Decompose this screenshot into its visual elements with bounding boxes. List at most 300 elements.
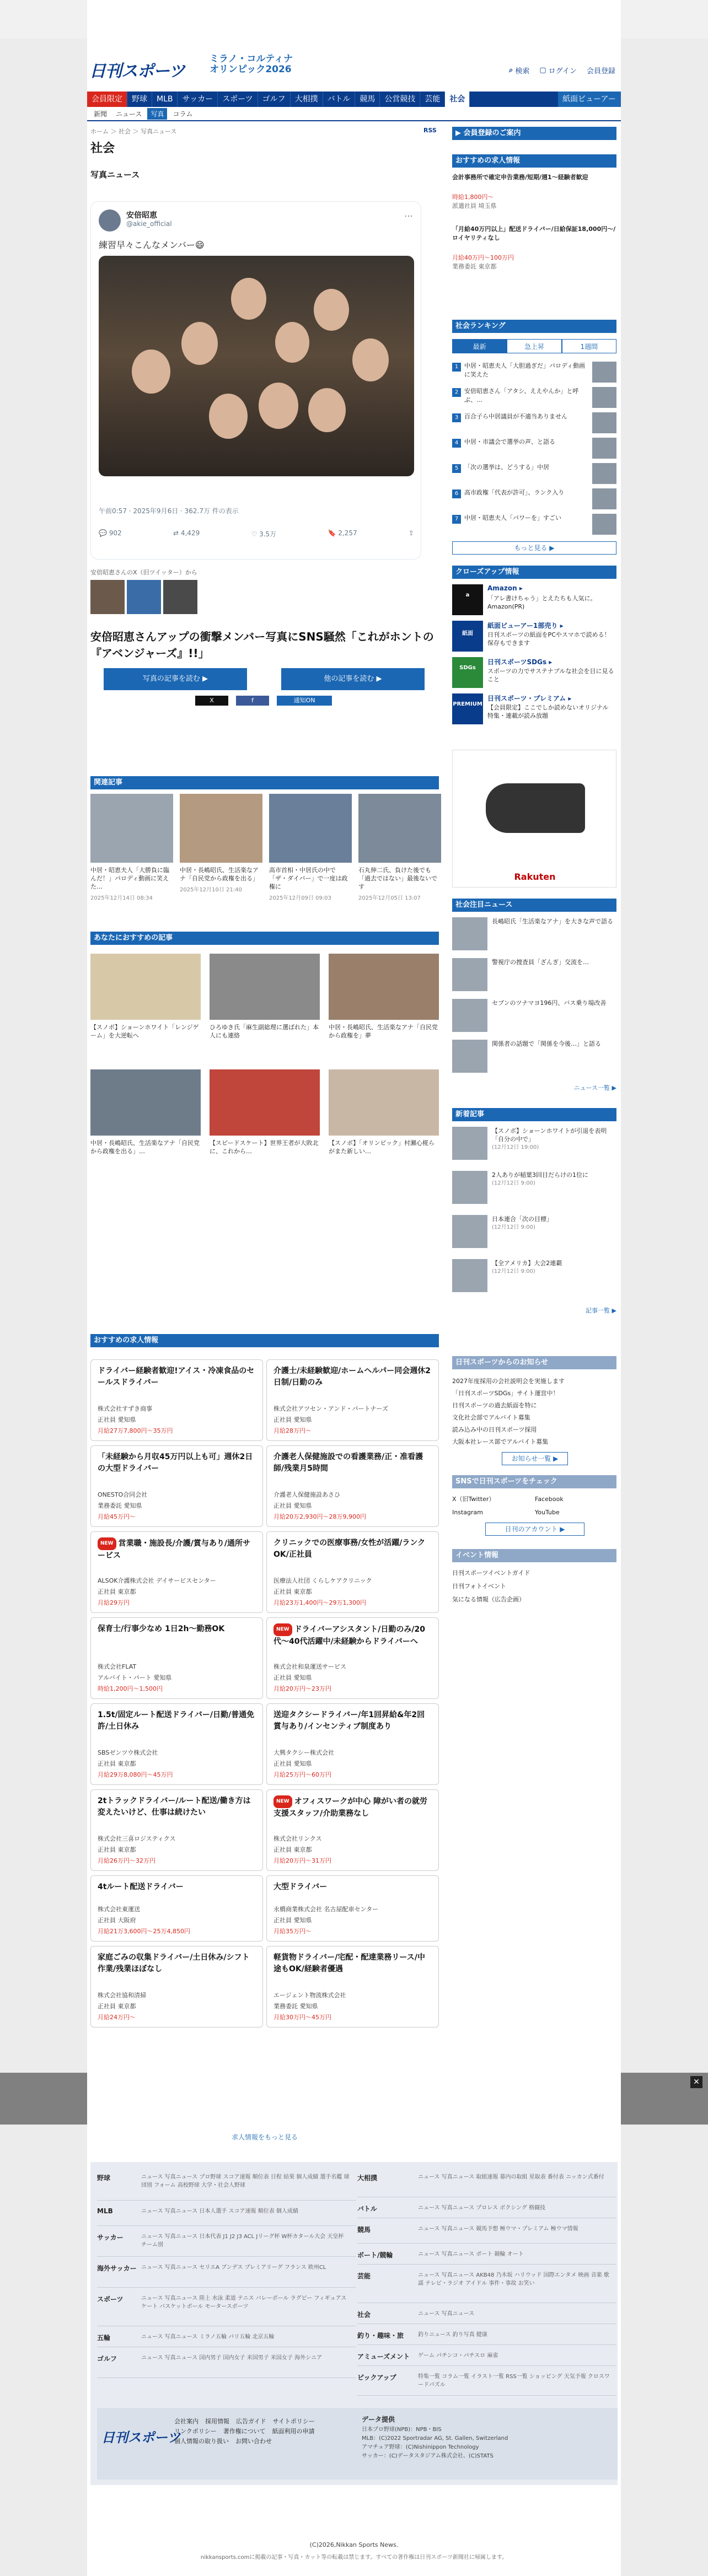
copyright-sub: nikkansports.comに掲載の記事・写真・カット等の転載は禁じます。すべての著作権は日刊スポーツ新聞社に帰属します。 [200,2555,508,2561]
nav-mlb[interactable]: MLB [152,92,178,107]
job-location: 業務委託 愛知県 [273,2003,318,2010]
new-badge: NEW [273,1623,292,1636]
read-photo-article-button[interactable]: 写真の記事を読む ▶ [104,668,247,690]
recommend-image [329,954,439,1020]
sns-facebook-link[interactable]: Facebook [535,1496,564,1503]
nav-viewer[interactable]: 紙面ビューアー [558,92,621,107]
related-image [90,794,173,863]
footer-links[interactable]: ニュース 写真ニュース 国内男子 国内女子 米国男子 米国女子 海外シニア [141,2355,323,2361]
job-company: 大興タクシー株式会社 [273,1749,334,1756]
job-title: 「未経験から月収45万円以上も可」週休2日の大型ドライバー [98,1453,253,1473]
reply-button[interactable]: 💬 902 [99,529,122,537]
promo-desc: スポーツの力でサステナブルな社会を目に見ること [487,668,614,683]
sns-youtube-link[interactable]: YouTube [535,1509,560,1516]
ranking-item[interactable] [452,462,616,486]
share-icon[interactable]: ⇪ [408,529,414,537]
new-item[interactable] [452,1259,616,1298]
lock-icon: ▢ [539,66,546,74]
recommend-item[interactable] [329,954,439,1040]
promo-desc: 「アレ書けちゃう」とえたちも人気に。Amazon(PR) [487,595,597,610]
job-pay: 月給25万円〜60万円 [273,1771,331,1778]
event-item[interactable]: 気になる情報（広告企画） [452,1596,525,1603]
society-item[interactable] [452,1040,616,1078]
breadcrumb[interactable]: ホーム ＞ 社会 ＞ 写真ニュース [90,128,177,135]
footer-links[interactable]: ニュース 写真ニュース [418,2311,475,2317]
job-card[interactable] [90,1703,263,1785]
related-image [358,794,441,863]
related-date: 2025年12月10日 21:40 [180,887,242,893]
job-pay: 月給20万円〜31万円 [273,1857,331,1864]
job-pay: 月給28万円〜 [273,1427,312,1434]
footer-link[interactable]: サイトポリシー [272,2418,315,2425]
subnav-column[interactable]: コラム [173,110,193,118]
bookmark-count: 2,257 [338,529,357,537]
footer-row [97,2291,356,2326]
promo-desc: 日刊スポーツの紙面をPCやスマホで読める！保存もできます [487,631,610,647]
news-title [492,1215,616,1231]
search-link[interactable] [509,65,529,76]
job-card[interactable] [90,1946,263,2028]
footer-heading[interactable]: スポーツ [97,2295,124,2303]
job-pay: 月給26万円〜32万円 [98,1857,155,1864]
job-card[interactable] [266,1789,439,1871]
related-item[interactable] [90,794,173,901]
footer-row [357,2306,616,2324]
nav-public-race[interactable]: 公営競技 [380,92,420,107]
footer-links[interactable]: ニュース 写真ニュース プロ野球 スコア速報 順位表 日程 結果 個人成績 選手名鑑 球団別 フォーム 高校野球 大学・社会人野球 [141,2174,350,2188]
job-card[interactable] [90,1617,263,1699]
job-pay: 月給30万円〜45万円 [273,2014,331,2021]
footer-links[interactable]: ニュース 写真ニュース AKB48 乃木坂 ハリウッド 国際エンタメ 映画 音楽 歌謡 テレビ・ラジオ アイドル 事件・事故 お笑い [418,2272,609,2287]
footer-link[interactable]: 広告ガイド [236,2418,266,2425]
job-company: 株式会社和泉運送サービス [273,1663,346,1670]
tweet-text: 練習早々こんなメンバー😄 [99,240,205,250]
shoe-ad[interactable] [452,750,616,888]
job-card[interactable] [266,1703,439,1785]
job-card[interactable] [266,1359,439,1441]
footer-link[interactable]: 紙面利用の申請 [272,2428,315,2435]
olympic-banner[interactable] [210,54,293,75]
notice-item[interactable]: 大阪本社レース部でアルバイト募集 [452,1438,549,1445]
embedded-tweet[interactable] [90,201,421,560]
rank-image [592,488,616,509]
like-count: 3.5万 [259,530,277,538]
footer-bottom [97,2408,618,2480]
job-location: 業務委託 愛知県 [98,1502,142,1509]
side-jobs-bar: おすすめの求人情報 [452,154,616,168]
tweet-meta: 午前0:57 · 2025年9月6日 · 362.7万 件の表示 [99,507,239,515]
sns-accounts-button[interactable]: 日刊のアカウント ▶ [485,1523,584,1536]
side-job-loc: 業務委託 東京都 [452,263,497,270]
footer-logo[interactable]: 日刊スポーツ [101,2430,181,2445]
job-company: ALSOK介護株式会社 デイサービスセンター [98,1577,216,1584]
footer-links[interactable]: ニュース 写真ニュース プロレス ボクシング 格闘技 [418,2205,545,2211]
rank-image [592,387,616,408]
related-title: 中居・昭恵夫人「大勝負に臨んだ！」パロディ動画に笑えた… [90,867,169,890]
recommend-item[interactable] [329,1069,439,1155]
related-title: 高市首相・中居氏の中で「ザ・ダイバー」で一度は政権に [269,867,348,890]
share-facebook-button[interactable]: f [236,696,269,706]
global-nav [87,92,621,107]
thumbnail[interactable] [90,580,125,614]
society-more-link[interactable]: ニュース一覧 ▶ [573,1084,616,1091]
job-pay: 月給24万円〜 [98,2014,136,2021]
job-card[interactable] [266,1617,439,1699]
job-card[interactable] [90,1359,263,1441]
footer-link[interactable]: 個人情報の取り扱い [174,2438,229,2445]
data-provider-line: サッカー：(C)データスタジアム株式会社、(C)STATS [362,2453,494,2459]
job-location: アルバイト・パート 愛知県 [98,1674,172,1681]
footer-heading[interactable]: バトル [357,2205,377,2213]
tweet-photo[interactable] [99,256,414,476]
footer-heading[interactable]: 芸能 [357,2272,371,2280]
job-company: 株式会社すずき商事 [98,1405,153,1412]
footer-heading[interactable]: ボート/競輪 [357,2251,393,2259]
footer-link[interactable]: 会社案内 [174,2418,199,2425]
nav-society[interactable]: 社会 [445,92,470,107]
footer-row [357,2247,616,2265]
side-job-pay: 時給1,800円〜 [452,193,494,201]
job-card[interactable] [90,1789,263,1871]
sdgs-logo: SDGs [452,657,483,688]
nav-golf[interactable]: ゴルフ [258,92,291,107]
like-button[interactable]: ♡ 3.5万 [251,530,277,538]
footer-heading[interactable]: 五輪 [97,2334,111,2342]
close-icon[interactable]: ✕ [690,2076,702,2088]
photo-face [308,388,346,432]
ranking-item[interactable] [452,487,616,512]
job-card[interactable] [266,1875,439,1942]
footer-heading[interactable]: ゴルフ [97,2355,117,2363]
footer-link[interactable]: 採用情報 [205,2418,229,2425]
news-title [492,1259,616,1276]
rank-number: 4 [452,439,461,448]
footer-row [357,2170,616,2197]
footer-heading[interactable]: 海外サッカー [97,2265,137,2272]
society-item[interactable] [452,999,616,1037]
avatar[interactable] [99,209,121,232]
related-item[interactable] [180,794,262,893]
photo-face [352,338,389,381]
nav-sports[interactable]: スポーツ [218,92,258,107]
data-provider-list [362,2426,610,2461]
new-badge: NEW [273,1795,292,1808]
ranking-item[interactable] [452,437,616,461]
footer-links[interactable]: ニュース 写真ニュース 競馬予想 極ウマ・プレミアム 極ウマ情報 [418,2226,578,2232]
rank-number: 2 [452,388,461,397]
recommend-title: 中居・長嶋昭氏、生活楽なアナ「自民党から政権を」夢 [329,1024,438,1039]
job-company: 株式会社東運送 [98,1906,140,1913]
job-card[interactable] [266,1946,439,2028]
ranking-item[interactable] [452,411,616,435]
jobs-more-link[interactable]: 求人情報をもっと見る [231,2133,298,2141]
footer-link[interactable]: お問い合わせ [235,2438,272,2445]
news-image [452,999,487,1032]
promo-item[interactable] [452,657,616,688]
viewer-logo: 紙面 [452,621,483,652]
related-item[interactable] [358,794,441,901]
nav-baseball[interactable]: 野球 [127,92,152,107]
notice-more-button[interactable]: お知らせ一覧 ▶ [502,1452,568,1465]
news-title [492,1171,616,1187]
footer-links[interactable]: ニュース 写真ニュース 日本人選手 スコア速報 順位表 個人成績 [141,2208,298,2214]
promo-title: 日刊スポーツSDGs ▸ [487,658,553,666]
footer-heading[interactable]: サッカー [97,2234,124,2241]
job-card[interactable] [266,1531,439,1613]
data-provider-line: 日本プロ野球(NPB)：NPB・BIS [362,2427,442,2433]
tab-latest[interactable]: 最新 [452,339,507,353]
closeup-bar: クローズアップ情報 [452,566,616,579]
photo-face [314,289,349,331]
nav-geino[interactable]: 芸能 [420,92,445,107]
sns-bar: SNSで日刊スポーツをチェック [452,1475,616,1488]
notify-button[interactable]: 通知ON [277,696,332,706]
side-job-title[interactable]: 会計事務所で確定申告業務/短期/週1〜経験者歓迎 [452,174,588,181]
ranking-item[interactable] [452,361,616,385]
recommend-item[interactable] [90,1069,201,1155]
footer-links[interactable]: ニュース 写真ニュース ミラノ五輪 パリ五輪 北京五輪 [141,2334,275,2340]
photo-caption: 安倍昭恵さんのX（旧ツイッター）から [90,569,197,576]
job-location: 正社員 東京都 [273,1846,312,1853]
photo-face [259,383,298,429]
notice-item[interactable]: 「日刊スポーツSDGs」サイト運営中！ [452,1390,559,1397]
footer-heading[interactable]: ピックアップ [357,2374,396,2381]
footer-links[interactable]: ニュース 写真ニュース 陸上 水泳 柔道 テニス バレーボール ラグビー フィギュアスケート バスケットボール モータースポーツ [141,2295,347,2310]
recommend-item[interactable] [210,954,320,1040]
copyright: (C)2026,Nikkan Sports News. [309,2541,399,2548]
ranking-item[interactable] [452,386,616,410]
job-location: 正社員 愛知県 [98,1416,136,1423]
rank-image [592,412,616,433]
job-company: ONESTO合同会社 [98,1491,148,1498]
ranking-bar: 社会ランキング [452,320,616,333]
recommend-bar: あなたにおすすめの記事 [90,932,439,945]
promo-item[interactable] [452,693,616,724]
promo-title: 日刊スポーツ・プレミアム ▸ [487,695,572,702]
job-company: 株式会社FLAT [98,1663,137,1670]
footer-row [97,2330,356,2347]
job-company: エージェント物流株式会社 [273,1992,346,1999]
more-icon[interactable]: ⋯ [404,211,413,221]
promo-item[interactable] [452,621,616,652]
new-item[interactable] [452,1171,616,1209]
job-location: 正社員 愛知県 [273,1502,312,1509]
recommend-image [90,954,201,1020]
footer-links[interactable]: ゲーム パチンコ・パチスロ 麻雀 [418,2353,498,2359]
nav-keiba[interactable]: 競馬 [355,92,380,107]
job-pay: 月給20万円〜23万円 [273,1685,331,1692]
rank-image [592,362,616,383]
jobs-bar: おすすめの求人情報 [90,1334,439,1347]
subnav-photo[interactable]: 写真 [147,108,167,120]
job-card[interactable] [90,1445,263,1527]
tab-rising[interactable]: 急上昇 [507,339,561,353]
site-logo[interactable]: 日刊スポーツ [89,62,185,81]
recommend-item[interactable] [210,1069,320,1155]
job-title: 介護士/未経験歓迎/ホームヘルパー同会週休2日制/日勤のみ [273,1367,431,1387]
retweet-button[interactable]: ⇄ 4,429 [173,529,200,537]
job-pay: 月給45万円〜 [98,1513,136,1520]
job-title: クリニックでの医療事務/女性が活躍/ランクOK/正社員 [273,1539,426,1559]
footer-links[interactable]: ニュース 写真ニュース 取組速報 幕内の取組 星取表 番付表 ニッカン式番付 [418,2174,604,2180]
notice-item[interactable]: 文化社会部でアルバイト募集 [452,1414,530,1421]
new-badge: NEW [98,1537,116,1550]
thumbnail[interactable] [163,580,197,614]
rss-link[interactable]: RSS [423,127,437,134]
rank-title: 中居・昭恵夫人「パワーを」すごい [464,514,561,521]
side-btn-new-member[interactable]: ▶ 会員登録のご案内 [452,127,616,140]
footer-links[interactable]: 特集一覧 コラム一覧 イラスト一覧 RSS一覧 ショッピング 天気予報 クロスワードパズル [418,2374,610,2388]
recommend-image [90,1069,201,1136]
site-header [87,39,621,118]
thumbnail[interactable] [127,580,161,614]
society-item[interactable] [452,917,616,956]
tweet-handle[interactable]: @akie_official [126,220,172,228]
footer-links[interactable]: 釣りニュース 釣り写真 健康 [418,2332,487,2338]
retweet-count: 4,429 [180,529,200,537]
rank-title: 中居・市議会で選挙の声、と語る [464,438,555,445]
subnav-news[interactable]: ニュース [116,110,142,118]
news-image [452,1215,487,1248]
job-title: ドライバー経験者歓迎!アイス・冷凍食品のセールスドライバー [98,1367,255,1387]
footer-heading[interactable]: MLB [97,2207,113,2215]
tweet-author[interactable]: 安倍昭恵 [126,211,157,220]
news-date: (12月12日 9:00) [492,1180,535,1186]
bookmark-button[interactable]: 🔖 2,257 [328,529,357,537]
nav-soccer[interactable]: サッカー [178,92,218,107]
rakuten-logo: Rakuten [514,872,556,882]
rank-image [592,438,616,459]
subnav-newspaper[interactable]: 新聞 [94,110,108,118]
notice-item[interactable]: 読み込み中の日刊スポーツ採用 [452,1426,537,1433]
rank-title: 中居・昭恵夫人「大胆過ぎだ」パロディ動画に笑えた [464,362,586,378]
sns-instagram-link[interactable]: Instagram [452,1509,483,1516]
tab-week[interactable]: 1週間 [562,339,616,353]
related-item[interactable] [269,794,352,901]
related-date: 2025年12月09日 09:03 [269,895,331,901]
job-title: 2tトラックドライバー/ルート配送/働き方は変えたいけど、仕事は続けたい [98,1797,251,1817]
rank-image [592,514,616,535]
footer-heading[interactable]: 釣り・趣味・旅 [357,2332,404,2340]
job-card[interactable] [90,1531,263,1613]
rank-title: 高市政権「代表が許可」、ランク入り [464,489,565,496]
share-x-button[interactable]: X [195,696,228,706]
promo-item[interactable] [452,584,616,615]
nav-battle[interactable]: バトル [323,92,356,107]
footer-heading[interactable]: 競馬 [357,2226,371,2234]
job-title: 保育士/行事少なめ 1日2h〜勤務OK [98,1625,225,1633]
news-image [452,958,487,991]
footer-heading[interactable]: 野球 [97,2174,111,2182]
read-other-articles-button[interactable]: 他の記事を読む ▶ [281,668,425,690]
footer-links[interactable]: ニュース 写真ニュース セリエA ブンデス プレミアリーグ フランス 欧州CL [141,2265,326,2271]
job-location: 正社員 愛知県 [273,1416,312,1423]
notice-item[interactable]: 2027年度採用の会社説明会を実施します [452,1378,565,1385]
job-location: 正社員 愛知県 [273,1917,312,1924]
related-date: 2025年12月14日 08:34 [90,895,153,901]
promo-title: 紙面ビューアー1部売り ▸ [487,622,564,630]
footer-links[interactable]: ニュース 写真ニュース ボート 競輪 オート [418,2251,524,2257]
footer-row [97,2351,356,2378]
job-card[interactable] [266,1445,439,1527]
job-pay: 月給35万円〜 [273,1928,312,1935]
login-link[interactable] [539,65,577,76]
rank-title: 「次の選挙は、どうする」中居 [464,464,549,471]
event-item[interactable]: 日刊スポーツイベントガイド [452,1569,530,1577]
footer-row [357,2222,616,2244]
newarr-more-link[interactable]: 記事一覧 ▶ [586,1307,616,1314]
recommend-item[interactable] [90,954,201,1040]
related-title: 石丸伸二氏、負けた後でも「過去ではない」最後ないです [358,867,437,890]
society-item[interactable] [452,958,616,997]
job-title [273,1623,432,1659]
job-location: 正社員 東京都 [98,2003,136,2010]
new-item[interactable] [452,1127,616,1165]
data-provider-line: アマチュア野球：(C)Nishinippon Technology [362,2444,479,2450]
ranking-item[interactable] [452,513,616,537]
photo-thumbnails [90,580,197,614]
job-pay: 月給23万1,400円〜29万1,300円 [273,1599,366,1606]
nav-members[interactable]: 会員限定 [87,92,127,107]
premium-logo: PREMIUM [452,693,483,724]
new-item[interactable] [452,1215,616,1254]
photo-face [181,322,218,365]
login-label: ログイン [548,67,577,76]
notice-item[interactable]: 日刊スポーツの過去紙面を特に [452,1402,537,1409]
photo-face [132,349,170,394]
sns-x-link[interactable]: X（旧Twitter） [452,1496,495,1503]
footer-link[interactable]: リンクポリシー [174,2428,217,2435]
job-title: 大型ドライバー [273,1883,328,1891]
side-job-title[interactable]: 「月給40万円以上」配送ドライバー/日給保証18,000円〜/ロイヤリティなし [452,225,616,241]
section-title: 写真ニュース [90,170,140,180]
ranking-more-button[interactable]: もっと見る ▶ [452,541,616,555]
job-card[interactable] [90,1875,263,1942]
footer-heading[interactable]: 大相撲 [357,2174,378,2182]
job-title: 送迎タクシードライバー/年1回昇給&年2回賞与あり/インセンティブ制度あり [273,1711,425,1731]
news-image [452,917,487,950]
nav-sumo[interactable]: 大相撲 [291,92,323,107]
job-location: 正社員 東京都 [273,1588,312,1595]
job-pay: 月給21万3,600円〜25万4,850円 [98,1928,190,1935]
footer-heading[interactable]: アミューズメント [357,2353,410,2360]
job-location: 正社員 東京都 [98,1760,136,1767]
recommend-image [210,954,320,1020]
footer-row [357,2201,616,2218]
promo-desc: 【会員限定】ここでしか読めないオリジナル特集・連載が読み放題 [487,704,609,719]
rank-title: 安倍昭恵さん「アタシ、ええやんか」と呼ぶ、… [464,388,579,404]
side-job-loc: 派遣社員 埼玉県 [452,202,497,209]
reply-count: 902 [109,529,122,537]
footer-heading[interactable]: 社会 [357,2311,371,2319]
recommend-title: ひろゆき氏「麻生副総理に選ばれた」本人にも連絡 [210,1024,319,1039]
event-item[interactable]: 日刊フォトイベント [452,1583,506,1590]
register-link[interactable]: 会員登録 [586,67,615,76]
recommend-title: 【スノボ】「オリンピック」村瀬心椛らがまた新しい… [329,1139,435,1155]
job-title-text: 営業職・施設長/介護/賞与あり/通所サービス [98,1539,250,1560]
category-title: 社会 [90,142,115,155]
related-date: 2025年12月05日 13:07 [358,895,421,901]
rank-number: 3 [452,413,461,422]
job-company: 医療法人社団 くらしケアクリニック [273,1577,372,1584]
news-title: 関係者の話題で「関係を今後…」と語る [492,1040,601,1047]
footer-links[interactable]: ニュース 写真ニュース 日本代表 J1 J2 J3 ACL Jリーグ杯 W杯カタール大会 天皇杯 チーム別 [141,2234,344,2248]
footer-link[interactable]: 著作権について [223,2428,266,2435]
news-title-text: 【スノボ】ショーンホワイトが引退を表明「自分の中で」 [492,1127,607,1143]
footer-row [97,2170,356,2201]
news-title-text: 日本連合「次の目標」 [492,1216,553,1223]
related-image [180,794,262,863]
